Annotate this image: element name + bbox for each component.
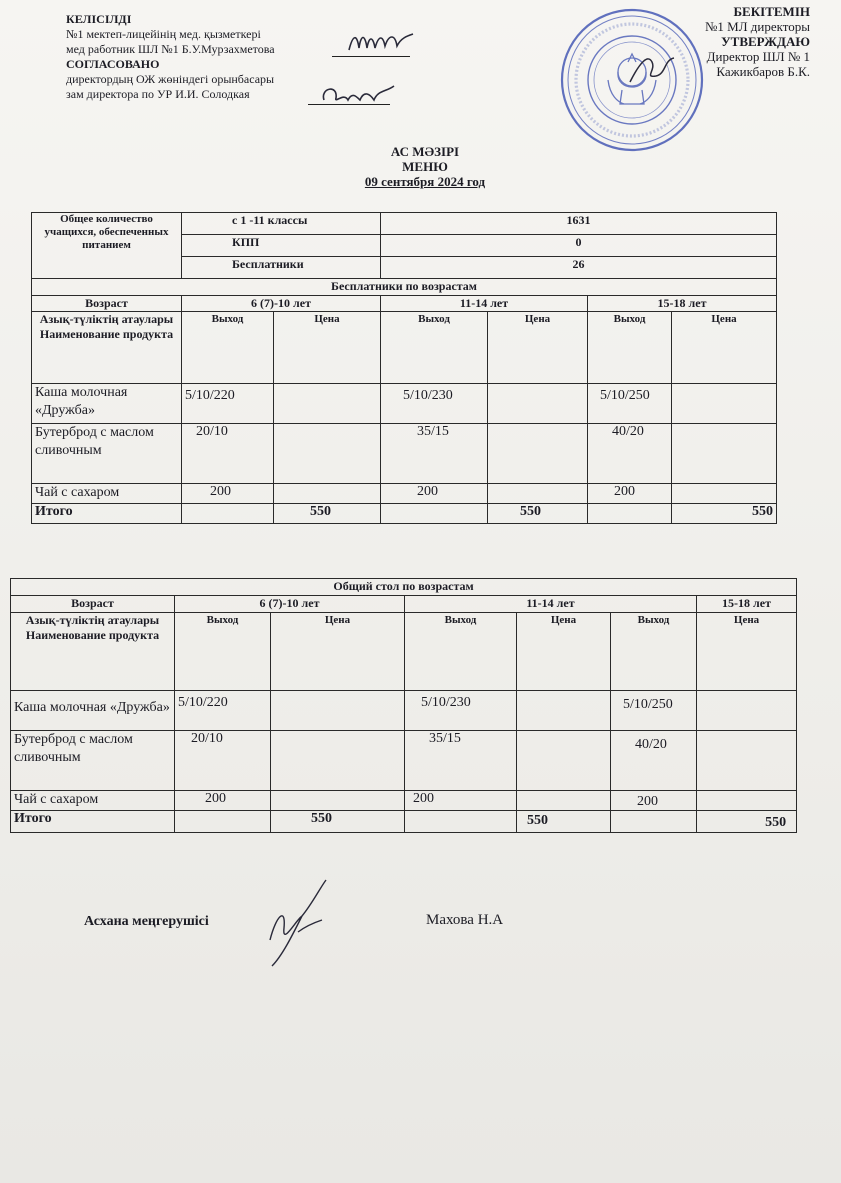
summary-row-label: с 1 -11 классы — [182, 213, 381, 235]
out-value: 20/10 — [182, 424, 274, 484]
summary-label: Общее количество учащихся, обеспеченных питанием — [32, 213, 182, 279]
total-value: 550 — [274, 504, 381, 524]
out-value: 20/10 — [175, 731, 271, 791]
price-value — [517, 691, 611, 731]
total-value: 550 — [488, 504, 588, 524]
product-name: Каша молочная «Дружба» — [11, 691, 175, 731]
total-label: Итого — [32, 504, 182, 524]
summary-row-label: Бесплатники — [182, 257, 381, 279]
price-value — [672, 384, 777, 424]
price-value — [488, 384, 588, 424]
menu-date: 09 сентября 2024 год — [364, 174, 486, 189]
title-ru: МЕНЮ — [402, 159, 448, 174]
table-row — [32, 384, 777, 424]
out-value: 5/10/220 — [182, 384, 274, 424]
product-name: Чай с сахаром — [32, 484, 182, 504]
price-value — [274, 424, 381, 484]
age-label: Возраст — [11, 596, 175, 613]
price-value — [488, 484, 588, 504]
out-value: 200 — [588, 484, 672, 504]
out-value: 5/10/250 — [611, 691, 697, 731]
section-title: Общий стол по возрастам — [11, 579, 797, 596]
product-header: Азық-түліктің атаулары Наименование продукта — [11, 613, 175, 691]
table-row — [32, 424, 777, 484]
price-value — [697, 691, 797, 731]
price-value — [697, 731, 797, 791]
total-value: 550 — [517, 811, 611, 833]
col-price-header: Цена — [517, 613, 611, 691]
out-value: 5/10/220 — [175, 691, 271, 731]
col-out-header: Выход — [588, 312, 672, 384]
agreed-kz: КЕЛІСІЛДІ — [66, 12, 132, 26]
out-value: 5/10/230 — [405, 691, 517, 731]
empty-cell — [381, 504, 488, 524]
col-price-header: Цена — [274, 312, 381, 384]
col-out-header: Выход — [381, 312, 488, 384]
section-title: Бесплатники по возрастам — [32, 279, 777, 296]
total-value: 550 — [697, 811, 797, 833]
price-value — [672, 484, 777, 504]
empty-cell — [588, 504, 672, 524]
price-value — [271, 691, 405, 731]
out-value: 200 — [175, 791, 271, 811]
deputy-line-kz: директордың ОЖ жөніндегі орынбасары — [66, 72, 275, 86]
free-meals-table — [31, 212, 777, 524]
out-value: 40/20 — [611, 731, 697, 791]
out-value: 35/15 — [381, 424, 488, 484]
price-value — [517, 731, 611, 791]
price-value — [274, 384, 381, 424]
out-value: 5/10/230 — [381, 384, 488, 424]
product-name: Каша молочная «Дружба» — [32, 384, 182, 424]
age-label: Возраст — [32, 296, 182, 312]
out-value: 35/15 — [405, 731, 517, 791]
summary-row-value: 1631 — [381, 213, 777, 235]
price-value — [274, 484, 381, 504]
table-row — [11, 731, 797, 791]
menu-title — [300, 144, 550, 189]
out-value: 40/20 — [588, 424, 672, 484]
out-value: 5/10/250 — [588, 384, 672, 424]
price-value — [271, 731, 405, 791]
out-value: 200 — [381, 484, 488, 504]
out-value: 200 — [611, 791, 697, 811]
product-header: Азық-түліктің атаулары Наименование продукта — [32, 312, 182, 384]
deputy-line-ru: зам директора по УР И.И. Солодкая — [66, 87, 250, 101]
general-meals-table — [10, 578, 797, 833]
age-group-header: 6 (7)-10 лет — [175, 596, 405, 613]
medic-line-kz: №1 мектеп-лицейінің мед. қызметкері — [66, 27, 261, 41]
col-out-header: Выход — [405, 613, 517, 691]
col-price-header: Цена — [672, 312, 777, 384]
director-signature — [622, 52, 682, 86]
col-out-header: Выход — [182, 312, 274, 384]
summary-row-label: КПП — [182, 235, 381, 257]
director-line-kz: №1 МЛ директоры — [704, 19, 810, 34]
age-group-header: 15-18 лет — [588, 296, 777, 312]
col-out-header: Выход — [611, 613, 697, 691]
summary-row-value: 0 — [381, 235, 777, 257]
empty-cell — [611, 811, 697, 833]
medic-signature — [345, 28, 417, 56]
product-name: Чай с сахаром — [11, 791, 175, 811]
footer-role: Асхана меңгерушісі — [84, 914, 209, 929]
col-out-header: Выход — [175, 613, 271, 691]
total-row — [32, 504, 777, 524]
table-row — [11, 791, 797, 811]
deputy-signature — [318, 82, 398, 108]
summary-row-value: 26 — [381, 257, 777, 279]
footer-name: Махова Н.А — [426, 912, 504, 928]
empty-cell — [175, 811, 271, 833]
agreed-ru: СОГЛАСОВАНО — [66, 57, 160, 71]
out-value: 200 — [182, 484, 274, 504]
price-value — [697, 791, 797, 811]
price-value — [488, 424, 588, 484]
col-price-header: Цена — [697, 613, 797, 691]
director-name: Кажикбаров Б.К. — [716, 64, 810, 79]
age-group-header: 11-14 лет — [381, 296, 588, 312]
product-name: Бутерброд с маслом сливочным — [11, 731, 175, 791]
col-price-header: Цена — [271, 613, 405, 691]
total-value: 550 — [271, 811, 405, 833]
director-line-ru: Директор ШЛ № 1 — [706, 49, 810, 64]
title-kz: АС МӘЗІРІ — [390, 144, 460, 159]
cook-signature — [262, 876, 332, 972]
empty-cell — [182, 504, 274, 524]
table-row — [11, 691, 797, 731]
col-price-header: Цена — [488, 312, 588, 384]
age-group-header: 11-14 лет — [405, 596, 697, 613]
approve-kz: БЕКІТЕМІН — [733, 4, 810, 19]
approve-ru: УТВЕРЖДАЮ — [721, 34, 810, 49]
out-value: 200 — [405, 791, 517, 811]
total-value: 550 — [672, 504, 777, 524]
signature-line-medic — [332, 56, 410, 57]
product-name: Бутерброд с маслом сливочным — [32, 424, 182, 484]
price-value — [672, 424, 777, 484]
total-label: Итого — [11, 811, 175, 833]
price-value — [517, 791, 611, 811]
empty-cell — [405, 811, 517, 833]
total-row — [11, 811, 797, 833]
age-group-header: 15-18 лет — [697, 596, 797, 613]
age-group-header: 6 (7)-10 лет — [182, 296, 381, 312]
medic-line-ru: мед работник ШЛ №1 Б.У.Мурзахметова — [66, 42, 275, 56]
price-value — [271, 791, 405, 811]
table-row — [32, 484, 777, 504]
